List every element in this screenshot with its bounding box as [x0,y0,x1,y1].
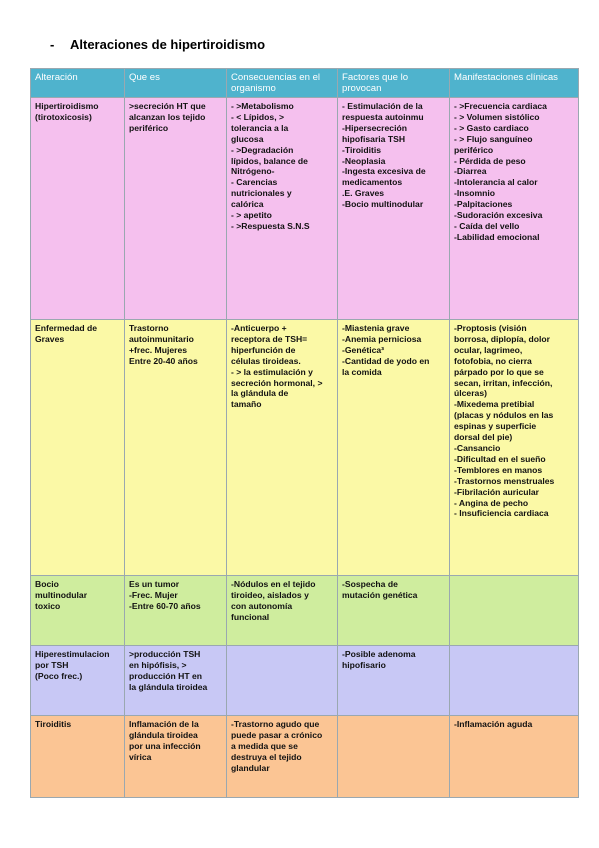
cell-text-line: -Genética³ [342,344,385,355]
cell-factores [338,646,450,716]
cell-text-line: tiroideo, aislados y [231,589,309,600]
cell-text-line: (placas y nódulos en las [454,410,554,421]
cell-text-line: Nitrógeno- [231,166,275,177]
cell-text-line: periférico [129,122,169,133]
cell-consecuencias [227,320,338,576]
cell-text-line: toxico [35,600,61,611]
cell-text-line: - Estimulación de la [342,101,423,111]
cell-text-line: vírica [129,751,152,762]
cell-text-line: - > apetito [231,210,272,221]
cell-text-line: respuesta autoinmu [342,111,424,122]
cell-text-line: hiperfunción de [231,344,296,355]
cell-text-line: >producción TSH [129,649,201,659]
cell-text-line: tamaño [231,399,262,410]
cell-consecuencias [227,98,338,320]
header-consecuencias: Consecuencias en el organismo [227,69,338,98]
cell-que-es [125,716,227,798]
cell-text-line: - < Lípidos, > [231,111,285,122]
cell-text-line: mutación genética [342,589,418,600]
document-heading [50,37,265,52]
cell-text-line: Entre 20-40 años [129,355,198,366]
cell-consecuencias [227,646,338,716]
cell-text-line: secreción hormonal, > [231,377,323,388]
cell-text-line: >secreción HT que [129,101,206,111]
cell-text-line: a medida que se [231,740,298,751]
cell-text-line: Es un tumor [129,579,180,589]
cell-text-line: células tiroideas. [231,355,301,366]
header-factores: Factores que lo provocan [338,69,450,98]
cell-manifestaciones [450,576,579,646]
cell-text-line: receptora de TSH= [231,333,308,344]
cell-text-line: -Cansancio [454,442,501,453]
cell-text-line: - >Metabolismo [231,101,294,111]
cell-consecuencias [227,716,338,798]
cell-text-line: calórica [231,199,264,210]
cell-factores [338,98,450,320]
cell-text-line: - > Volumen sistólico [454,111,540,122]
cell-text-line: - >Frecuencia cardiaca [454,101,547,111]
cell-text-line: úlceras) [454,388,487,399]
cell-text-line: -Dificultad en el sueño [454,453,546,464]
cell-text-line: glándula tiroidea [129,729,198,740]
cell-text-line: espinas y superficie [454,421,537,432]
cell-text-line: -Fibrilación auricular [454,486,540,497]
cell-text-line: -Proptosis (visión [454,323,527,333]
cell-text-line: la glándula de [231,388,289,399]
cell-text-line: multinodular [35,589,88,600]
heading-bullet: - [50,37,55,52]
cell-text-line: (tirotoxicosis) [35,111,92,122]
cell-text-line: hipofisario [342,659,386,670]
cell-text-line: (Poco frec.) [35,670,83,681]
cell-text-line: -Temblores en manos [454,464,543,475]
cell-text-line: borrosa, diplopía, dolor [454,333,550,344]
cell-alteracion [31,716,125,798]
cell-text-line: -Diarrea [454,166,487,177]
cell-text-line: -Hipersecreción [342,122,407,133]
cell-text-line: - > Flujo sanguíneo [454,133,533,144]
cell-text-line: Trastorno [129,323,169,333]
cell-text-line: -Sospecha de [342,579,398,589]
cell-text-line: puede pasar a crónico [231,729,323,740]
cell-text-line: - Angina de pecho [454,497,529,508]
cell-text-line: nutricionales y [231,188,292,199]
cell-text-line: - Caída del vello [454,220,520,231]
cell-text-line: - Carencias [231,177,278,188]
cell-text-line: -Posible adenoma [342,649,416,659]
cell-text-line: -Palpitaciones [454,199,513,210]
table-row [31,716,579,798]
cell-text-line: -Mixedema pretibial [454,399,535,410]
cell-text-line: -Insomnio [454,188,496,199]
cell-factores [338,716,450,798]
cell-que-es [125,646,227,716]
cell-text-line: - Insuficiencia cardiaca [454,508,549,519]
cell-text-line: -Anemia perniciosa [342,333,422,344]
cell-text-line: -Inflamación aguda [454,719,533,729]
cell-text-line: .E. Graves [342,188,385,199]
cell-text-line: - >Respuesta S.N.S [231,220,310,231]
cell-text-line: glandular [231,762,270,773]
table-header-row [31,69,579,98]
cell-text-line: funcional [231,611,270,622]
cell-text-line: -Anticuerpo + [231,323,287,333]
cell-text-line: -Neoplasia [342,155,386,166]
cell-text-line: Graves [35,333,65,344]
cell-manifestaciones [450,646,579,716]
cell-que-es [125,576,227,646]
cell-manifestaciones [450,98,579,320]
cell-text-line: en hipófisis, > [129,659,187,670]
table-row [31,576,579,646]
header-alteracion: Alteración [31,69,125,98]
cell-text-line: glucosa [231,133,264,144]
heading-title: Alteraciones de hipertiroidismo [70,37,266,52]
cell-text-line: hipofisaria TSH [342,133,406,144]
cell-alteracion [31,320,125,576]
cell-text-line: -Trastornos menstruales [454,475,555,486]
table-row [31,646,579,716]
cell-text-line: -Ingesta excesiva de [342,166,426,177]
cell-text-line: Enfermedad de [35,323,98,333]
cell-text-line: Hipertiroidismo [35,101,99,111]
cell-text-line: -Trastorno agudo que [231,719,320,729]
cell-factores [338,576,450,646]
cell-text-line: con autonomía [231,600,293,611]
cell-text-line: dorsal del pie) [454,432,513,443]
cell-que-es [125,320,227,576]
cell-text-line: -Bocio multinodular [342,199,424,210]
cell-text-line: Bocio [35,579,59,589]
cell-text-line: destruya el tejido [231,751,302,762]
cell-text-line: Tiroiditis [35,719,72,729]
cell-consecuencias [227,576,338,646]
header-manifestaciones: Manifestaciones clínicas [450,69,579,98]
cell-text-line: -Labilidad emocional [454,231,540,242]
cell-text-line: - > Gasto cardiaco [454,122,529,133]
cell-text-line: -Sudoración excesiva [454,210,543,221]
cell-text-line: -Frec. Mujer [129,589,178,600]
cell-alteracion [31,98,125,320]
cell-text-line: lípidos, balance de [231,155,308,166]
cell-manifestaciones [450,320,579,576]
cell-text-line: tolerancia a la [231,122,289,133]
cell-text-line: fotofobia, no cierra [454,355,532,366]
cell-text-line: autoinmunitario [129,333,194,344]
cell-text-line: producción HT en [129,670,203,681]
cell-alteracion [31,576,125,646]
cell-text-line: - Pérdida de peso [454,155,526,166]
cell-text-line: - >Degradación [231,144,294,155]
cell-text-line: Inflamación de la [129,719,199,729]
hyperthyroidism-table [30,68,579,798]
header-que-es: Que es [125,69,227,98]
cell-text-line: por una infección [129,740,201,751]
table-row [31,98,579,320]
cell-text-line: medicamentos [342,177,403,188]
cell-text-line: alcanzan los tejido [129,111,206,122]
table-row [31,320,579,576]
cell-text-line: -Entre 60-70 años [129,600,201,611]
cell-text-line: -Cantidad de yodo en [342,355,430,366]
cell-text-line: ocular, lagrimeo, [454,344,523,355]
cell-text-line: -Tiroiditis [342,144,381,155]
cell-manifestaciones [450,716,579,798]
cell-text-line: por TSH [35,659,69,670]
cell-text-line: +frec. Mujeres [129,344,188,355]
cell-text-line: -Nódulos en el tejido [231,579,316,589]
cell-alteracion [31,646,125,716]
cell-text-line: secan, irritan, infección, [454,377,553,388]
cell-text-line: párpado por lo que se [454,366,544,377]
cell-text-line: Hiperestimulacion [35,649,110,659]
cell-text-line: - > la estimulación y [231,366,313,377]
cell-text-line: -Miastenia grave [342,323,410,333]
cell-text-line: la comida [342,366,382,377]
cell-text-line: periférico [454,144,494,155]
cell-text-line: -Intolerancia al calor [454,177,538,188]
cell-text-line: la glándula tiroidea [129,681,208,692]
table-body [31,98,579,798]
cell-que-es [125,98,227,320]
cell-factores [338,320,450,576]
